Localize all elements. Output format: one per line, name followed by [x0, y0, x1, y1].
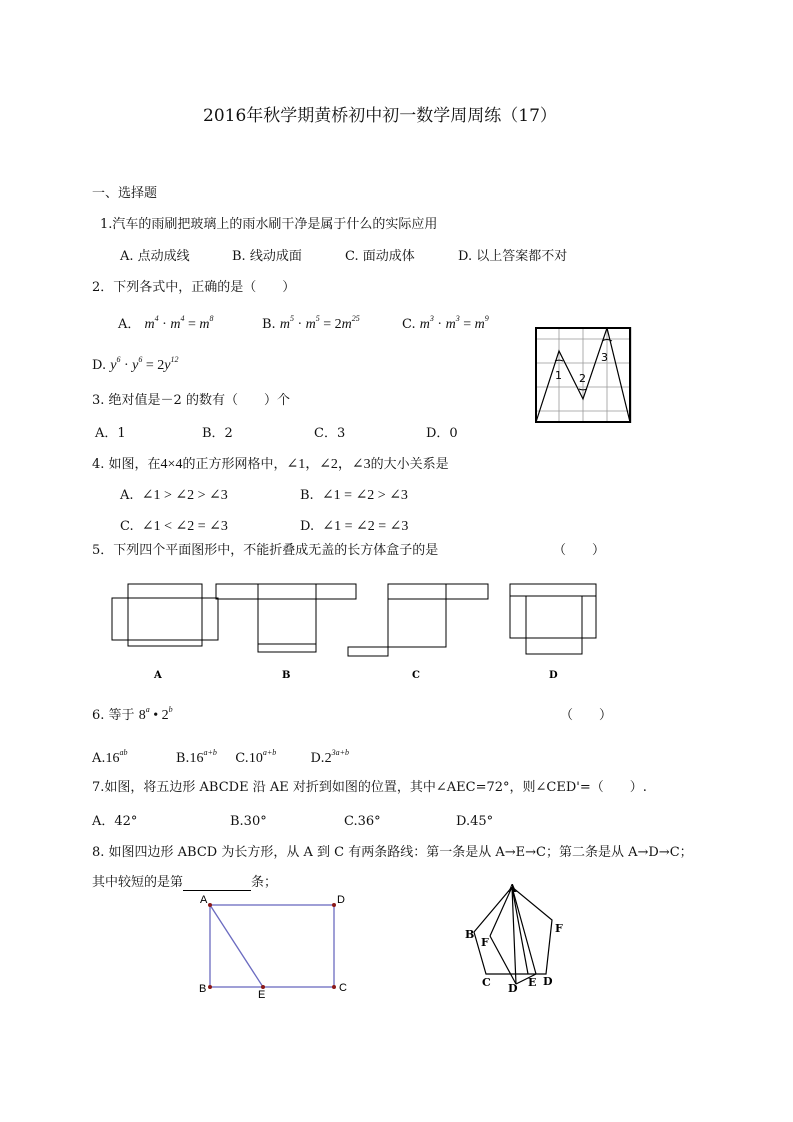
question-5-stem: 5．下列四个平面图形中，不能折叠成无盖的长方体盒子的是 [92, 543, 439, 558]
net-label-d: D [549, 670, 558, 681]
question-6-paren: （ ） [560, 708, 613, 723]
angle-list: ∠1，∠2，∠3 [286, 457, 371, 472]
option-label: C. [402, 317, 416, 332]
grid-size: 4×4 [160, 457, 183, 472]
box-nets-figure [108, 578, 608, 688]
option-label: C. [235, 751, 249, 766]
question-2-stem: 2．下列各式中，正确的是（ ） [92, 280, 296, 295]
question-3-stem: 3. 绝对值是－2 的数有（ ）个 [92, 393, 290, 408]
question-2-option-c: C. $m^3 \cdot m^3 = m^9$ [402, 314, 489, 332]
vertex-d: D [337, 894, 345, 906]
vertex-d: D [543, 975, 553, 988]
angle-grid-figure [535, 327, 635, 427]
question-3-option-c: C．3 [314, 426, 346, 441]
question-1-option-b: B. 线动成面 [232, 249, 302, 264]
question-4-option-d [300, 519, 408, 535]
question-7-option-d: D.45° [456, 814, 494, 829]
angle-label-2: 2 [579, 372, 586, 385]
option-value: ∠1 = ∠2 > ∠3 [321, 488, 408, 503]
section-heading: 一、选择题 [92, 186, 158, 201]
question-2-option-b: B. $m^5 \cdot m^5 = 2m^{25}$ [262, 314, 360, 332]
question-7-option-b: B.30° [230, 814, 267, 829]
option-label: C. [120, 519, 134, 534]
vertex-d-prime: D [508, 982, 518, 994]
question-2-option-a: A． $m^4 \cdot m^4 = m^8$ [118, 314, 214, 332]
option-value: ∠1 < ∠2 = ∠3 [141, 519, 228, 534]
question-1-option-d: D. 以上答案都不对 [458, 249, 568, 264]
net-label-b: B [282, 670, 291, 681]
vertex-e: E [528, 976, 537, 989]
answer-blank[interactable] [183, 876, 251, 891]
question-2-option-d: D. $y^6 \cdot y^6 = 2y^{12}$ [92, 355, 179, 373]
angle-label-1: 1 [555, 369, 562, 382]
stem-text: 的正方形网格中， [182, 457, 287, 472]
question-6-stem: 6. 等于 8$^a$ • 2$^b$ [92, 705, 173, 723]
question-3-option-a: A．1 [95, 426, 126, 441]
stem-text: 6. 等于 [92, 708, 135, 723]
vertex-e: E [258, 989, 266, 1001]
stem-text: 的大小关系是 [370, 457, 449, 472]
option-label: D. [300, 519, 315, 534]
option-label: B. [262, 317, 276, 332]
question-4-option-c [120, 519, 228, 535]
vertex-c: C [339, 982, 347, 994]
rectangle-figure [195, 892, 365, 1002]
question-3-option-b: B．2 [202, 426, 233, 441]
vertex-f-prime: F [481, 936, 489, 949]
option-value: ∠1 > ∠2 > ∠3 [141, 488, 228, 503]
option-label: A. [120, 488, 134, 503]
question-1-option-c: C. 面动成体 [345, 249, 415, 264]
question-4-option-a [120, 488, 228, 504]
question-1-stem: 1.汽车的雨刷把玻璃上的雨水刷干净是属于什么的实际应用 [100, 217, 438, 232]
net-label-c: C [412, 670, 420, 681]
vertex-a: A [508, 882, 517, 895]
question-6-options: A.16$^{ab}$ $B.16^{a+b}$ $C.10^{a+b}$ $D.2^{3a+b}$ [92, 748, 349, 766]
page-title: 2016年秋学期黄桥初中初一数学周周练（17） [203, 106, 557, 126]
question-4-stem [92, 457, 449, 473]
option-label: A． [118, 317, 141, 332]
net-label-a: A [154, 670, 162, 681]
option-value: ∠1 = ∠2 = ∠3 [322, 519, 409, 534]
option-label: B. [300, 488, 314, 503]
stem-text: 4. 如图，在 [92, 457, 161, 472]
option-label: D. [310, 751, 325, 766]
question-4-option-b [300, 488, 408, 504]
vertex-b: B [199, 983, 207, 995]
question-8-line2 [92, 875, 277, 891]
pentagon-fold-figure [460, 882, 580, 994]
question-7-option-a: A．42° [92, 814, 138, 829]
question-7-option-c: C.36° [344, 814, 381, 829]
question-5-paren: （ ） [553, 543, 606, 558]
option-label: B. [175, 751, 190, 766]
angle-label-3: 3 [601, 351, 608, 364]
vertex-a: A [200, 894, 208, 906]
question-1-option-a: A. 点动成线 [120, 249, 190, 264]
option-label: A. [92, 751, 106, 766]
vertex-f: F [555, 922, 563, 935]
option-label: D. [92, 358, 107, 373]
vertex-b: B [465, 928, 475, 941]
question-3-option-d: D．0 [426, 426, 458, 441]
question-7-stem: 7.如图，将五边形 ABCDE 沿 AE 对折到如图的位置，其中∠AEC=72°，则∠CED'=（ ）. [92, 780, 647, 795]
question-8-stem: 8. 如图四边形 ABCD 为长方形，从 A 到 C 有两条路线：第一条是从 A→E→C；第二条是从 A→D→C； [92, 845, 693, 860]
stem-text: 条； [251, 875, 278, 890]
stem-text: 其中较短的是第 [92, 875, 184, 890]
vertex-c: C [482, 976, 491, 989]
